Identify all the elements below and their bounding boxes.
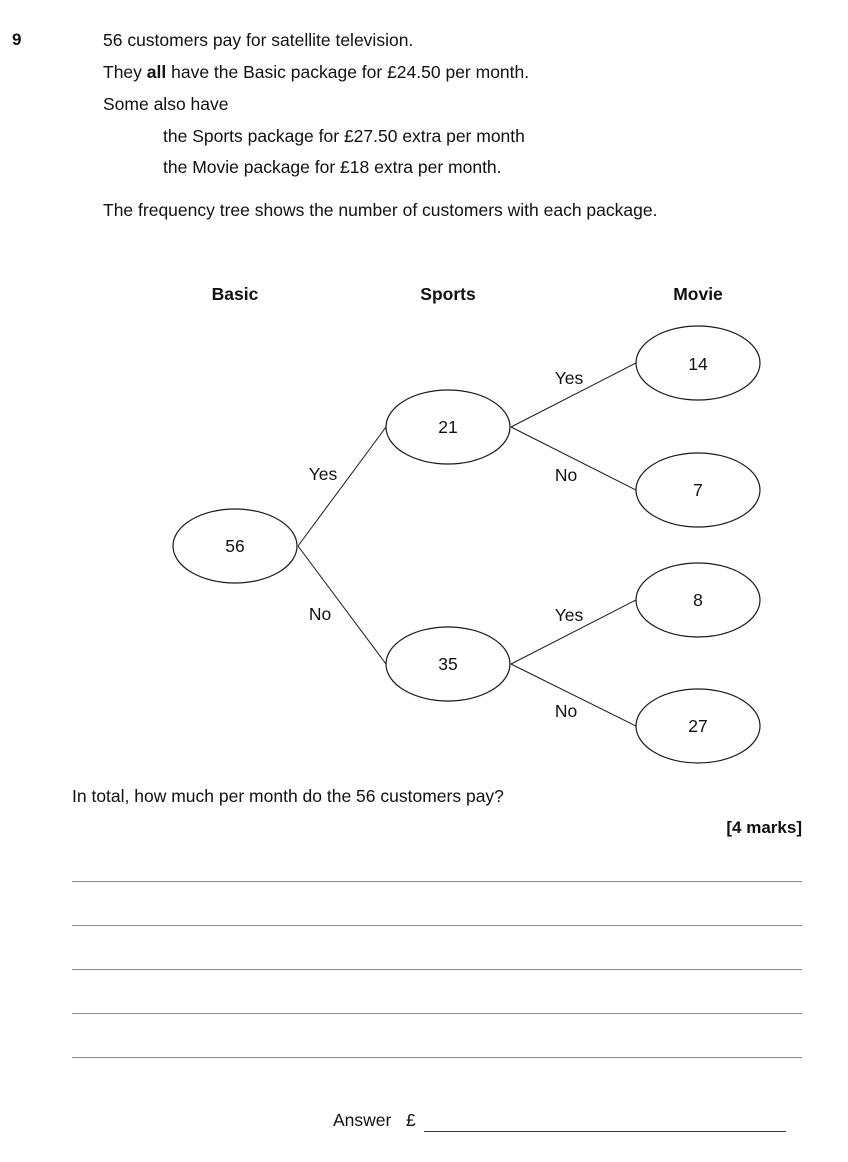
heading-basic: Basic xyxy=(211,284,259,304)
answer-label: Answer £ xyxy=(333,1110,416,1130)
stem-line-1: 56 customers pay for satellite television. xyxy=(103,30,414,50)
working-line-1[interactable] xyxy=(72,881,802,882)
heading-movie: Movie xyxy=(673,284,723,304)
answer-input-line[interactable] xyxy=(424,1131,786,1132)
question-prompt: In total, how much per month do the 56 customers pay? xyxy=(72,786,504,806)
node-movie-no-no-value: 27 xyxy=(688,716,708,736)
node-movie-yes-no-value: 7 xyxy=(693,480,703,500)
working-line-5[interactable] xyxy=(72,1057,802,1058)
branch-label-root-no: No xyxy=(308,604,332,624)
stem-line-4: the Sports package for £27.50 extra per month xyxy=(163,126,525,146)
branch-label-upper-no: No xyxy=(554,465,578,485)
branch-label-lower-yes: Yes xyxy=(554,605,584,625)
branch-label-lower-no: No xyxy=(554,701,578,721)
node-movie-no-yes-value: 8 xyxy=(693,590,703,610)
working-line-3[interactable] xyxy=(72,969,802,970)
node-root-value: 56 xyxy=(225,536,245,556)
node-movie-yes-yes-value: 14 xyxy=(688,354,708,374)
branch-label-upper-yes: Yes xyxy=(554,368,584,388)
stem-line-6: The frequency tree shows the number of customers with each package. xyxy=(103,200,658,220)
branch-label-root-yes: Yes xyxy=(308,464,338,484)
marks-label: [4 marks] xyxy=(726,818,802,837)
stem-line-3: Some also have xyxy=(103,94,229,114)
branch-root-yes xyxy=(298,427,386,546)
stem-line-5: the Movie package for £18 extra per month. xyxy=(163,157,502,177)
stem-line-2-pre: They xyxy=(103,62,147,82)
working-line-2[interactable] xyxy=(72,925,802,926)
stem-line-2-emphasis: all xyxy=(146,62,167,82)
node-sports-yes-value: 21 xyxy=(438,417,458,437)
node-sports-no-value: 35 xyxy=(438,654,458,674)
question-number: 9 xyxy=(12,30,22,49)
stem-line-2-post: have the Basic package for £24.50 per month. xyxy=(166,62,530,82)
working-line-4[interactable] xyxy=(72,1013,802,1014)
heading-sports: Sports xyxy=(420,284,476,304)
